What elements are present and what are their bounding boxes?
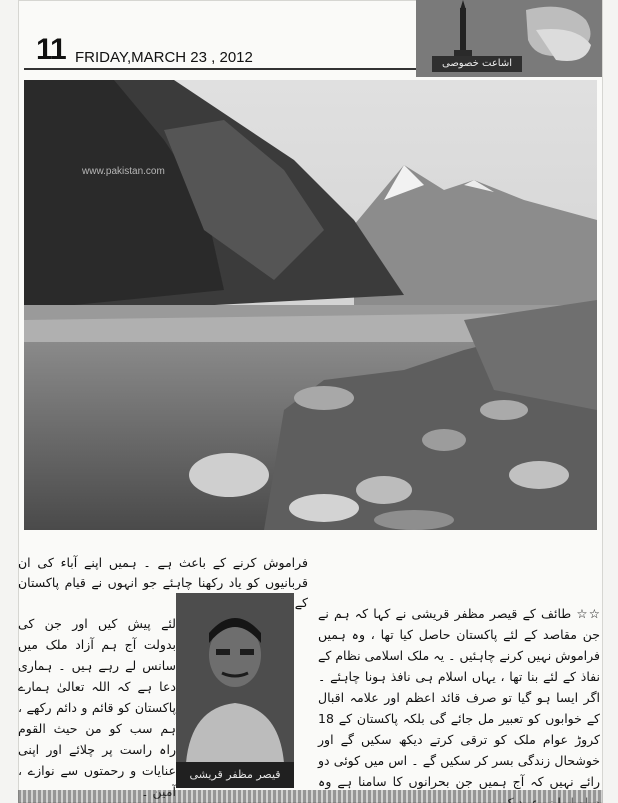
- person-photo: [176, 593, 294, 763]
- left-column-top-text: فراموش کرنے کے باعث ہے ۔ ہمیں اپنے آباء کی ان قربانیوں کو یاد رکھنا چاہئے جو انہوں نے قیام پاکستان کے: [18, 554, 308, 610]
- photo-watermark: www.pakistan.com: [82, 166, 165, 177]
- page-number: 11: [36, 33, 66, 66]
- author-portrait: [176, 593, 294, 788]
- page-header: [18, 0, 603, 80]
- issue-date: FRIDAY,MARCH 23 , 2012: [75, 49, 253, 66]
- left-column-bottom-text: لئے پیش کیں اور جن کی بدولت آج ہم آزاد ملک میں سانس لے رہے ہیں ۔ ہماری دعا ہے کہ اللہ تعالیٰ ہمارے پاکستان کو قائم و دائم رکھے ، ہم سب کو من حیث القوم راہ راست پر چلائے اور اپنی عنایات و رحمتوں سے نوازے ،: [18, 615, 176, 778]
- bottom-border: [18, 790, 603, 803]
- portrait-caption: قیصر مظفر قریشی: [176, 762, 294, 788]
- landscape-photo: [24, 80, 597, 530]
- section-badge: [416, 0, 602, 77]
- mountain-river-image: [24, 80, 597, 530]
- section-label: اشاعت خصوصی: [432, 56, 522, 72]
- right-column-text: ☆☆ طائف کے قیصر مظفر قریشی نے کہا کہ ہم نے جن مقاصد کے لئے پاکستان حاصل کیا تھا ، وہ ہمیں فراموش نہیں کرنے چاہئیں ۔ یہ ملک اسلامی نظام کے نفاذ کے لئے بنا تھا ، یہاں اسلام ہی نافذ ہونا چاہئے ۔ اگر ایسا ہو گیا تو صرف قائد اعظم اور علامہ اقبال کے خوابوں کو تعبیر مل جائے گی بلکہ پاکستان کے 18 کروڑ عوام ملک کو ترقی کرتے دیکھ سکیں گے اور خوشحال زندگی بسر کر سکیں گے ۔ اس میں کوئی دو رائے نہیں کہ آج ہمیں جن بحرانوں کا سامنا ہے وہ: [318, 605, 600, 789]
- newspaper-page: [18, 0, 603, 803]
- header-rule: [24, 68, 416, 70]
